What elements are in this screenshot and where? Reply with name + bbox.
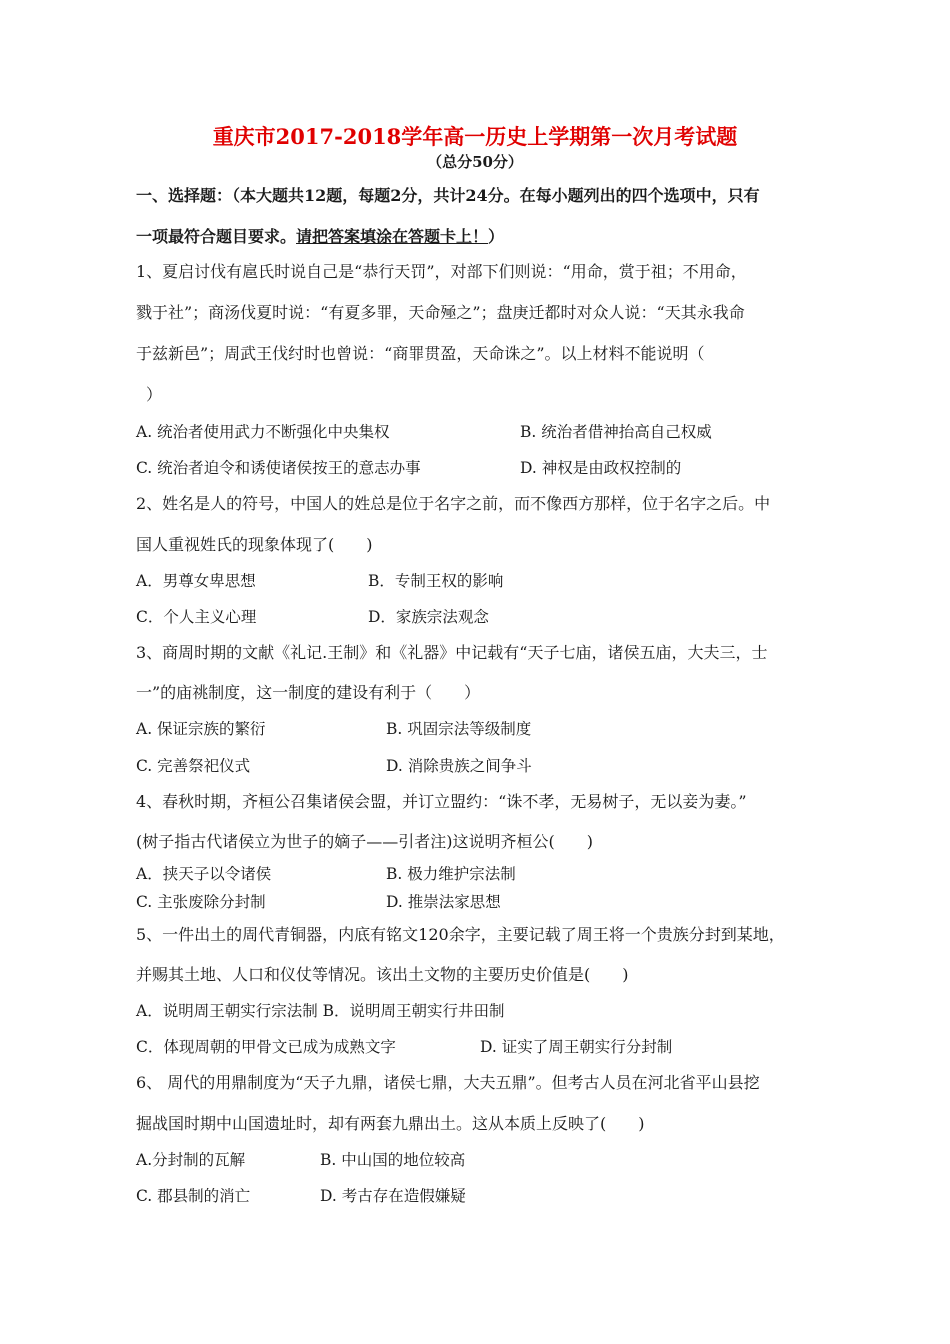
question-1-option-c[interactable]: C. 统治者迫令和诱使诸侯按王的意志办事 — [136, 459, 421, 477]
question-2-line-2: 国人重视姓氏的现象体现了( ) — [136, 535, 373, 554]
total-score: （总分50分） — [427, 153, 523, 171]
question-1-line-3: 于兹新邑”；周武王伐纣时也曾说：“商罪贯盈，天命诛之”。以上材料不能说明（ — [136, 344, 705, 363]
question-5-line-1: 5、一件出土的周代青铜器，内底有铭文120余字，主要记载了周王将一个贵族分封到某地， — [136, 925, 785, 944]
question-6-option-c[interactable]: C. 郡县制的消亡 — [136, 1187, 251, 1205]
page-title: 重庆市2017-2018学年高一历史上学期第一次月考试题 — [212, 124, 738, 149]
question-3-option-b[interactable]: B. 巩固宗法等级制度 — [386, 720, 532, 738]
question-4-line-2: (树子指古代诸侯立为世子的嫡子——引者注)这说明齐桓公( ) — [136, 832, 593, 851]
question-6-option-d[interactable]: D. 考古存在造假嫌疑 — [320, 1187, 466, 1205]
question-1-option-a[interactable]: A. 统治者使用武力不断强化中央集权 — [136, 423, 390, 441]
question-6-line-1: 6、 周代的用鼎制度为“天子九鼎，诸侯七鼎，大夫五鼎”。但考古人员在河北省平山县挖 — [136, 1073, 760, 1092]
question-3-line-2: 一”的庙祧制度，这一制度的建设有利于（ ） — [136, 683, 481, 702]
question-5-option-d[interactable]: D. 证实了周王朝实行分封制 — [480, 1038, 673, 1056]
section-heading-line-2: 一项最符合题目要求。请把答案填涂在答题卡上！） — [136, 227, 505, 246]
question-3-line-1: 3、商周时期的文献《礼记.王制》和《礼器》中记载有“天子七庙，诸侯五庙，大夫三，士 — [136, 643, 768, 662]
question-2-option-b[interactable]: B．专制王权的影响 — [368, 572, 504, 590]
question-3-option-a[interactable]: A. 保证宗族的繁衍 — [136, 720, 266, 738]
question-1-line-1: 1、夏启讨伐有扈氏时说自己是“恭行天罚”，对部下们则说：“用命，赏于祖；不用命， — [136, 262, 747, 281]
question-4-line-1: 4、春秋时期，齐桓公召集诸侯会盟，并订立盟约：“诛不孝，无易树子，无以妾为妻。” — [136, 792, 747, 811]
question-5-option-c[interactable]: C．体现周朝的甲骨文已成为成熟文字 — [136, 1038, 396, 1056]
question-4-option-b[interactable]: B. 极力维护宗法制 — [386, 865, 516, 883]
question-4-option-a[interactable]: A．挟天子以令诸侯 — [136, 865, 272, 883]
question-4-option-d[interactable]: D. 推崇法家思想 — [386, 893, 501, 911]
question-6-option-a[interactable]: A.分封制的瓦解 — [136, 1151, 246, 1169]
question-2-option-d[interactable]: D．家族宗法观念 — [368, 608, 489, 626]
answer-sheet-instruction: 请把答案填涂在答题卡上！ — [296, 227, 489, 246]
question-1-line-2: 戮于社”；商汤伐夏时说：“有夏多罪，天命殛之”；盘庚迁都时对众人说：“天其永我命 — [136, 303, 745, 322]
question-5-line-2: 并赐其土地、人口和仪仗等情况。该出土文物的主要历史价值是( ) — [136, 965, 629, 984]
question-3-option-c[interactable]: C. 完善祭祀仪式 — [136, 757, 251, 775]
question-1-line-4: ） — [146, 385, 163, 404]
question-2-option-a[interactable]: A．男尊女卑思想 — [136, 572, 256, 590]
question-2-option-c[interactable]: C．个人主义心理 — [136, 608, 257, 626]
section-heading-line-1: 一、选择题：（本大题共12题，每题2分，共计24分。在每小题列出的四个选项中，只有 — [136, 186, 760, 205]
question-2-line-1: 2、姓名是人的符号，中国人的姓总是位于名字之前，而不像西方那样，位于名字之后。中 — [136, 494, 771, 513]
question-6-option-b[interactable]: B. 中山国的地位较高 — [320, 1151, 466, 1169]
question-4-option-c[interactable]: C. 主张废除分封制 — [136, 893, 266, 911]
question-1-option-d[interactable]: D. 神权是由政权控制的 — [520, 459, 682, 477]
question-5-option-a-b[interactable]: A．说明周王朝实行宗法制 B．说明周王朝实行井田制 — [136, 1002, 505, 1020]
question-3-option-d[interactable]: D. 消除贵族之间争斗 — [386, 757, 532, 775]
question-1-option-b[interactable]: B. 统治者借神抬高自己权威 — [520, 423, 712, 441]
question-6-line-2: 掘战国时期中山国遗址时，却有两套九鼎出土。这从本质上反映了( ) — [136, 1114, 645, 1133]
